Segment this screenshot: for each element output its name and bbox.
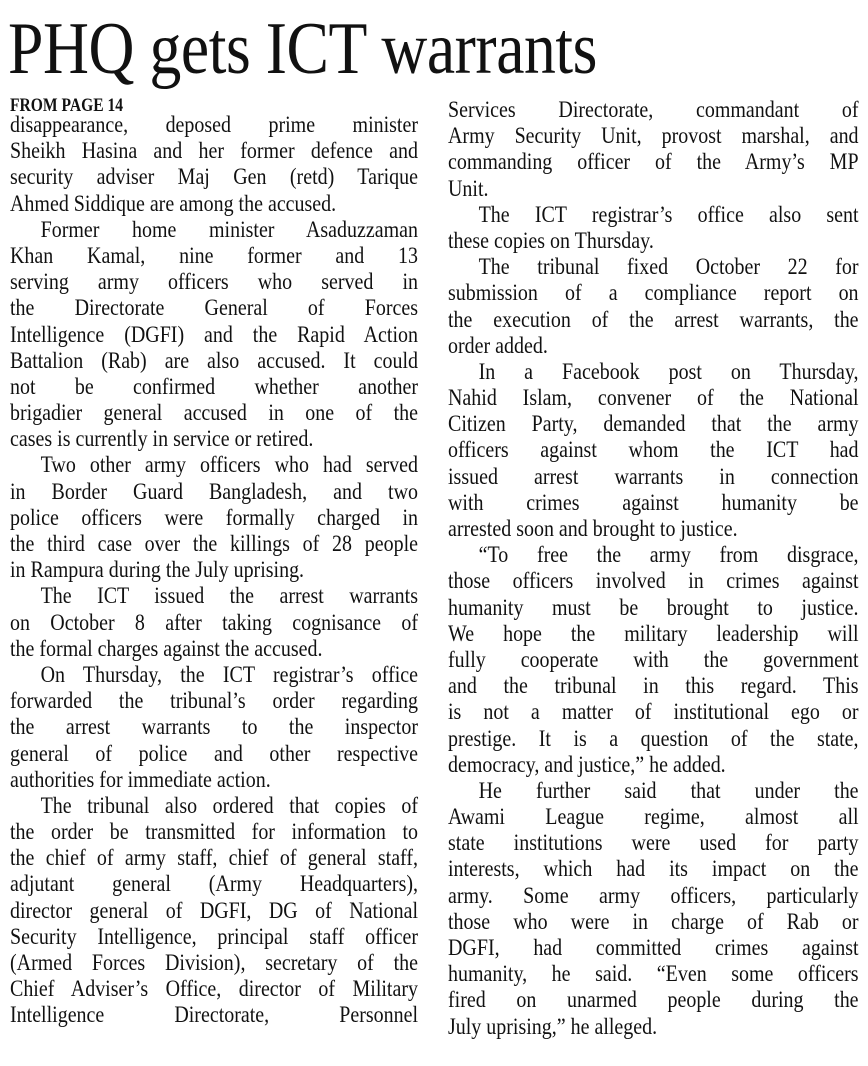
text-line: July uprising,” he alleged. bbox=[448, 1013, 658, 1040]
article-paragraph bbox=[10, 662, 418, 793]
text-line: Sheikh Hasina and her former defence and bbox=[10, 138, 418, 165]
text-line: in Rampura during the July uprising. bbox=[10, 557, 305, 584]
text-line: Khan Kamal, nine former and 13 bbox=[10, 242, 418, 269]
article-paragraph bbox=[448, 778, 859, 1040]
text-line: forwarded the tribunal’s order regarding bbox=[10, 688, 418, 715]
text-line: and the tribunal in this regard. This bbox=[448, 673, 859, 700]
text-line: Army Security Unit, provost marshal, and bbox=[448, 123, 859, 150]
continuation-kicker: FROM PAGE 14 bbox=[10, 95, 124, 116]
text-line: disappearance, deposed prime minister bbox=[10, 112, 418, 138]
text-line: general of police and other respective bbox=[10, 740, 418, 767]
text-line: arrested soon and brought to justice. bbox=[448, 516, 738, 542]
text-line: The ICT registrar’s office also sent bbox=[478, 201, 859, 228]
article-paragraph bbox=[10, 112, 418, 217]
text-line: the third case over the killings of 28 people bbox=[10, 531, 418, 557]
text-line: DGFI, had committed crimes against bbox=[448, 935, 859, 961]
text-line: officers against whom the ICT had bbox=[448, 437, 859, 464]
text-line: fully cooperate with the government bbox=[448, 646, 859, 673]
text-line: Two other army officers who had served bbox=[40, 452, 418, 479]
text-line: Awami League regime, almost all bbox=[448, 804, 859, 831]
article-paragraph bbox=[10, 793, 418, 1029]
text-line: Intelligence (DGFI) and the Rapid Action bbox=[10, 321, 418, 348]
text-line: Battalion (Rab) are also accused. It could bbox=[10, 347, 418, 374]
article-paragraph bbox=[448, 97, 859, 202]
text-line: Ahmed Siddique are among the accused. bbox=[10, 190, 337, 217]
text-line: brigadier general accused in one of the bbox=[10, 400, 418, 427]
text-line: the chief of army staff, chief of general staff, bbox=[10, 845, 418, 872]
text-line: those who were in charge of Rab or bbox=[448, 908, 859, 935]
text-line: those officers involved in crimes against bbox=[448, 568, 859, 595]
text-line: Chief Adviser’s Office, director of Military bbox=[10, 976, 418, 1003]
text-line: We hope the military leadership will bbox=[448, 620, 859, 647]
article-paragraph bbox=[10, 583, 418, 662]
text-line: prestige. It is a question of the state, bbox=[448, 725, 859, 752]
text-line: with crimes against humanity be bbox=[448, 489, 859, 516]
text-line: Intelligence Directorate, Personnel bbox=[10, 1002, 418, 1029]
text-line: serving army officers who served in bbox=[10, 269, 418, 296]
headline: PHQ gets ICT warrants bbox=[8, 8, 598, 90]
text-line: (Armed Forces Division), secretary of the bbox=[10, 950, 418, 976]
text-line: democracy, and justice,” he added. bbox=[448, 751, 726, 778]
text-line: on October 8 after taking cognisance of bbox=[10, 609, 418, 636]
article-column-right bbox=[448, 97, 859, 1040]
text-line: authorities for immediate action. bbox=[10, 766, 271, 793]
text-line: cases is currently in service or retired. bbox=[10, 426, 314, 453]
text-line: Services Directorate, commandant of bbox=[448, 97, 859, 123]
text-line: adjutant general (Army Headquarters), bbox=[10, 871, 418, 898]
text-line: humanity must be brought to justice. bbox=[448, 594, 859, 621]
text-line: “To free the army from disgrace, bbox=[478, 542, 859, 569]
text-line: the formal charges against the accused. bbox=[10, 635, 323, 662]
text-line: issued arrest warrants in connection bbox=[448, 463, 859, 490]
text-line: commanding officer of the Army’s MP bbox=[448, 149, 859, 176]
article-paragraph bbox=[448, 254, 859, 359]
text-line: in Border Guard Bangladesh, and two bbox=[10, 478, 418, 505]
text-line: the arrest warrants to the inspector bbox=[10, 714, 418, 741]
text-line: He further said that under the bbox=[478, 777, 859, 804]
article-paragraph bbox=[448, 202, 859, 254]
text-line: In a Facebook post on Thursday, bbox=[478, 358, 859, 385]
text-line: Citizen Party, demanded that the army bbox=[448, 411, 859, 438]
article-paragraph bbox=[448, 542, 859, 778]
text-line: interests, which had its impact on the bbox=[448, 856, 859, 883]
text-line: Nahid Islam, convener of the National bbox=[448, 385, 859, 412]
article-column-left bbox=[10, 112, 418, 1029]
article-paragraph bbox=[448, 359, 859, 542]
text-line: police officers were formally charged in bbox=[10, 504, 418, 531]
text-line: the execution of the arrest warrants, the bbox=[448, 306, 859, 333]
text-line: On Thursday, the ICT registrar’s office bbox=[40, 661, 418, 688]
text-line: order added. bbox=[448, 332, 548, 359]
text-line: is not a matter of institutional ego or bbox=[448, 699, 859, 726]
text-line: director general of DGFI, DG of National bbox=[10, 897, 418, 924]
text-line: submission of a compliance report on bbox=[448, 280, 859, 307]
text-line: Former home minister Asaduzzaman bbox=[40, 216, 418, 243]
text-line: not be confirmed whether another bbox=[10, 373, 418, 400]
text-line: the order be transmitted for information to bbox=[10, 819, 418, 846]
text-line: the Directorate General of Forces bbox=[10, 295, 418, 322]
text-line: Security Intelligence, principal staff officer bbox=[10, 923, 418, 950]
text-line: security adviser Maj Gen (retd) Tarique bbox=[10, 164, 418, 191]
text-line: state institutions were used for party bbox=[448, 830, 859, 857]
article-paragraph bbox=[10, 217, 418, 453]
text-line: The tribunal also ordered that copies of bbox=[40, 792, 418, 819]
text-line: Unit. bbox=[448, 175, 489, 202]
text-line: The ICT issued the arrest warrants bbox=[40, 583, 418, 610]
text-line: humanity, he said. “Even some officers bbox=[448, 961, 859, 988]
text-line: The tribunal fixed October 22 for bbox=[478, 254, 859, 281]
article-paragraph bbox=[10, 452, 418, 583]
text-line: fired on unarmed people during the bbox=[448, 987, 859, 1014]
text-line: these copies on Thursday. bbox=[448, 227, 654, 254]
text-line: army. Some army officers, particularly bbox=[448, 882, 859, 909]
